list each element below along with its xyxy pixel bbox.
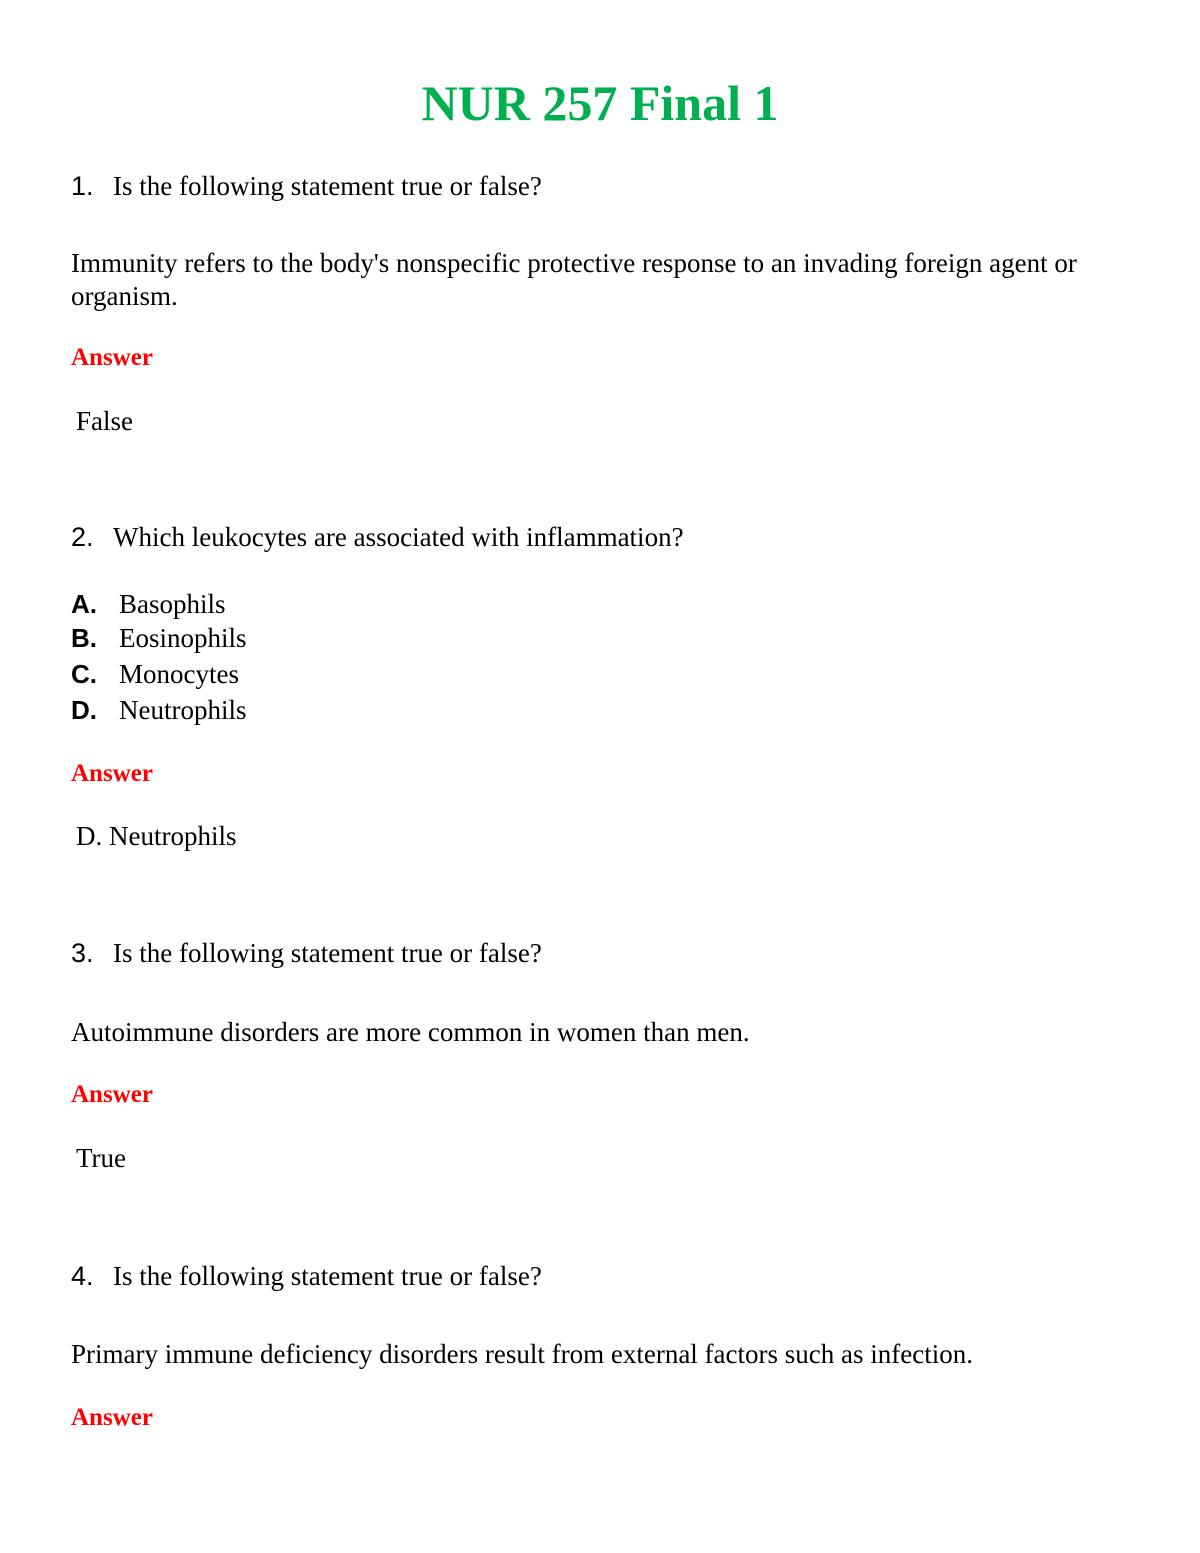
option-letter: D. <box>71 695 97 725</box>
answer-label: Answer <box>71 344 153 371</box>
page-title: NUR 257 Final 1 <box>421 75 779 131</box>
question-number: 2. <box>71 522 94 552</box>
question-4 <box>71 1259 542 1293</box>
question-4-statement: Primary immune deficiency disorders result from external factors such as infection. <box>71 1339 973 1369</box>
option-letter: C. <box>71 659 97 689</box>
question-1 <box>71 169 542 203</box>
option-letter: B. <box>71 623 97 653</box>
question-prompt: Is the following statement true or false? <box>113 938 542 968</box>
question-number: 4. <box>71 1261 94 1291</box>
answer-label: Answer <box>71 760 153 787</box>
option-text: Eosinophils <box>119 623 247 653</box>
question-prompt: Which leukocytes are associated with inflammation? <box>113 522 684 552</box>
question-2-answer: D. Neutrophils <box>76 821 237 851</box>
option-text: Neutrophils <box>119 695 247 725</box>
question-1-statement: Immunity refers to the body's nonspecific protective response to an invading foreign agent or organism. <box>71 248 1077 311</box>
question-2 <box>71 520 684 554</box>
question-prompt: Is the following statement true or false? <box>113 1261 542 1291</box>
question-3 <box>71 936 542 970</box>
question-prompt: Is the following statement true or false? <box>113 171 542 201</box>
question-3-statement: Autoimmune disorders are more common in women than men. <box>71 1017 750 1047</box>
option-b <box>71 621 247 655</box>
option-a <box>71 587 226 621</box>
answer-label: Answer <box>71 1404 153 1431</box>
question-3-answer: True <box>76 1143 127 1173</box>
question-number: 3. <box>71 938 94 968</box>
option-text: Monocytes <box>119 659 239 689</box>
question-number: 1. <box>71 171 94 201</box>
option-d <box>71 693 247 727</box>
option-letter: A. <box>71 589 97 619</box>
question-1-answer: False <box>76 406 133 436</box>
answer-label: Answer <box>71 1081 153 1108</box>
option-text: Basophils <box>119 589 226 619</box>
option-c <box>71 657 239 691</box>
